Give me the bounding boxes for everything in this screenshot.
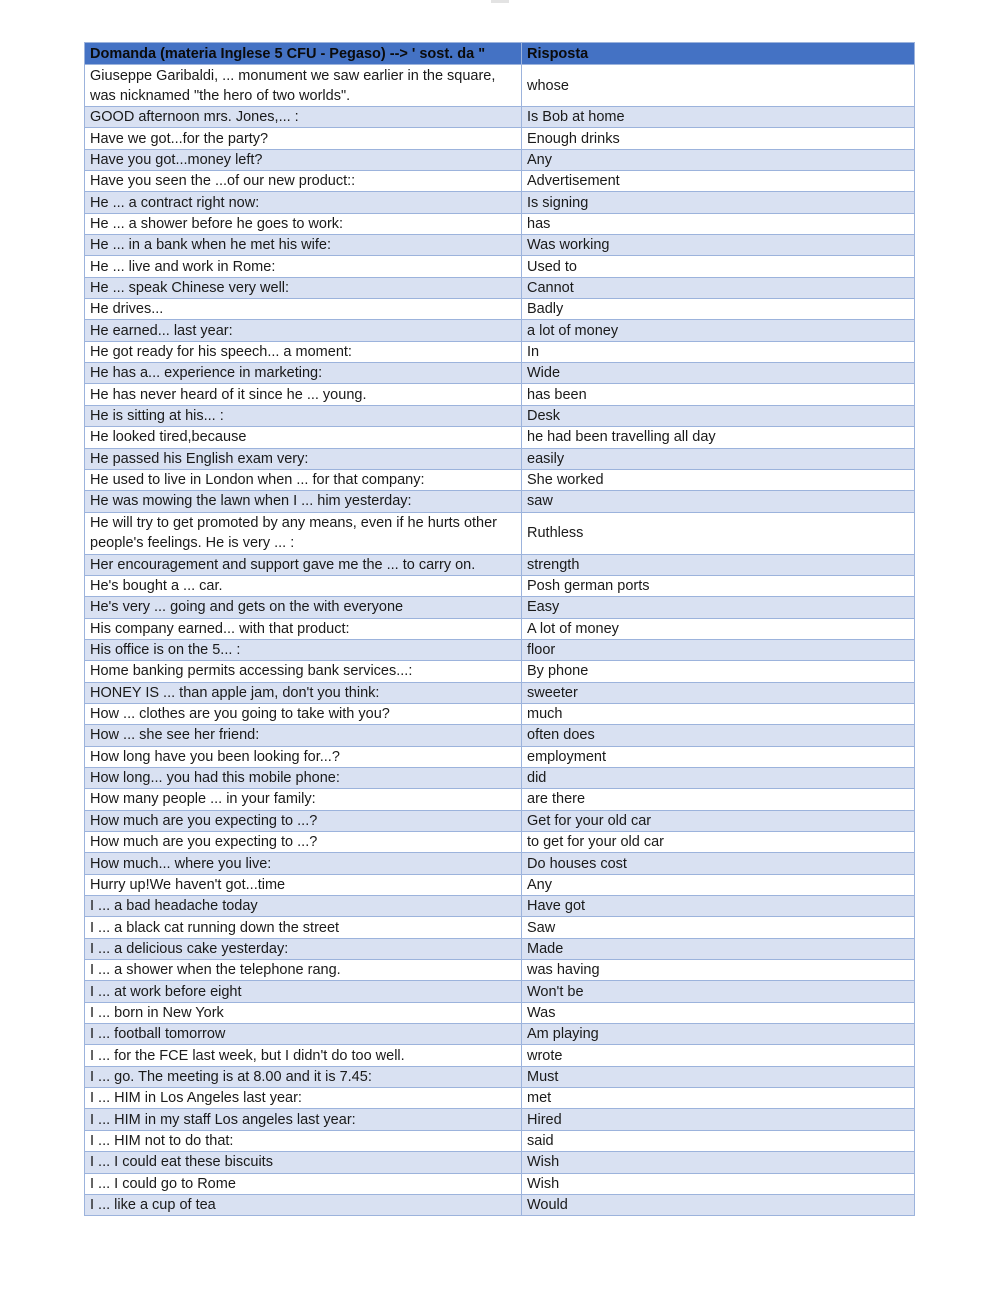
answer-cell: By phone <box>522 661 915 682</box>
question-cell: He looked tired,because <box>85 427 522 448</box>
table-row <box>85 405 915 426</box>
question-cell: Have you got...money left? <box>85 149 522 170</box>
table-row <box>85 277 915 298</box>
answer-cell: to get for your old car <box>522 832 915 853</box>
answer-cell: Must <box>522 1066 915 1087</box>
table-row <box>85 874 915 895</box>
answer-cell: Desk <box>522 405 915 426</box>
question-cell: I ... like a cup of tea <box>85 1194 522 1215</box>
table-row <box>85 384 915 405</box>
question-cell: How many people ... in your family: <box>85 789 522 810</box>
table-row <box>85 213 915 234</box>
table-row <box>85 917 915 938</box>
answer-cell: Am playing <box>522 1024 915 1045</box>
question-cell: I ... HIM not to do that: <box>85 1130 522 1151</box>
table-row <box>85 725 915 746</box>
answer-cell: Hired <box>522 1109 915 1130</box>
question-cell: He's bought a ... car. <box>85 575 522 596</box>
answer-cell: Saw <box>522 917 915 938</box>
table-row <box>85 192 915 213</box>
question-cell: I ... go. The meeting is at 8.00 and it is 7.45: <box>85 1066 522 1087</box>
answer-cell: Any <box>522 874 915 895</box>
table-row <box>85 1002 915 1023</box>
question-cell: Hurry up!We haven't got...time <box>85 874 522 895</box>
table-row <box>85 682 915 703</box>
table-row <box>85 853 915 874</box>
answer-cell: Wide <box>522 363 915 384</box>
table-row <box>85 1024 915 1045</box>
answer-cell: Badly <box>522 299 915 320</box>
answer-cell: strength <box>522 554 915 575</box>
table-row <box>85 448 915 469</box>
question-cell: He drives... <box>85 299 522 320</box>
table-row <box>85 1152 915 1173</box>
answer-cell: wrote <box>522 1045 915 1066</box>
header-row <box>85 43 915 65</box>
table-row <box>85 1194 915 1215</box>
answer-column-header: Risposta <box>522 43 915 65</box>
answer-cell: Won't be <box>522 981 915 1002</box>
answer-cell: Wish <box>522 1173 915 1194</box>
table-row <box>85 256 915 277</box>
question-cell: His office is on the 5... : <box>85 639 522 660</box>
question-cell: He's very ... going and gets on the with everyone <box>85 597 522 618</box>
answer-cell: much <box>522 703 915 724</box>
question-cell: Have you seen the ...of our new product:: <box>85 171 522 192</box>
table-row <box>85 575 915 596</box>
table-row <box>85 363 915 384</box>
table-row <box>85 65 915 107</box>
question-column-header: Domanda (materia Inglese 5 CFU - Pegaso) --> ' sost. da " <box>85 43 522 65</box>
table-row <box>85 767 915 788</box>
question-cell: He was mowing the lawn when I ... him yesterday: <box>85 491 522 512</box>
table-row <box>85 107 915 128</box>
answer-cell: Have got <box>522 896 915 917</box>
table-row <box>85 554 915 575</box>
answer-cell: has been <box>522 384 915 405</box>
question-cell: He earned... last year: <box>85 320 522 341</box>
table-row <box>85 128 915 149</box>
answer-cell: Was <box>522 1002 915 1023</box>
question-cell: Giuseppe Garibaldi, ... monument we saw earlier in the square, was nicknamed "the hero of two worlds". <box>85 65 522 107</box>
answer-cell: has <box>522 213 915 234</box>
table-row <box>85 1088 915 1109</box>
answer-cell: whose <box>522 65 915 107</box>
answer-cell: Any <box>522 149 915 170</box>
table-row <box>85 512 915 554</box>
answer-cell: often does <box>522 725 915 746</box>
question-cell: How long have you been looking for...? <box>85 746 522 767</box>
answer-cell: Do houses cost <box>522 853 915 874</box>
table-row <box>85 810 915 831</box>
qa-table <box>84 42 915 1216</box>
question-cell: He has never heard of it since he ... young. <box>85 384 522 405</box>
question-cell: He ... in a bank when he met his wife: <box>85 235 522 256</box>
table-row <box>85 1130 915 1151</box>
table-row <box>85 618 915 639</box>
table-row <box>85 832 915 853</box>
answer-cell: was having <box>522 960 915 981</box>
table-body <box>85 65 915 1216</box>
answer-cell: Is signing <box>522 192 915 213</box>
answer-cell: Would <box>522 1194 915 1215</box>
question-cell: He ... a shower before he goes to work: <box>85 213 522 234</box>
answer-cell: he had been travelling all day <box>522 427 915 448</box>
table-row <box>85 746 915 767</box>
answer-cell: In <box>522 341 915 362</box>
table-row <box>85 341 915 362</box>
answer-cell: Is Bob at home <box>522 107 915 128</box>
table-row <box>85 149 915 170</box>
question-cell: Home banking permits accessing bank services...: <box>85 661 522 682</box>
question-cell: How ... she see her friend: <box>85 725 522 746</box>
answer-cell: easily <box>522 448 915 469</box>
question-cell: I ... HIM in my staff Los angeles last year: <box>85 1109 522 1130</box>
table-row <box>85 171 915 192</box>
answer-cell: sweeter <box>522 682 915 703</box>
table-row <box>85 427 915 448</box>
question-cell: He is sitting at his... : <box>85 405 522 426</box>
answer-cell: said <box>522 1130 915 1151</box>
question-cell: How much... where you live: <box>85 853 522 874</box>
answer-cell: floor <box>522 639 915 660</box>
question-cell: I ... born in New York <box>85 1002 522 1023</box>
table-row <box>85 896 915 917</box>
question-cell: Have we got...for the party? <box>85 128 522 149</box>
answer-cell: Ruthless <box>522 512 915 554</box>
question-cell: He will try to get promoted by any means, even if he hurts other people's feelings. He is very ... : <box>85 512 522 554</box>
question-cell: HONEY IS ... than apple jam, don't you think: <box>85 682 522 703</box>
question-cell: GOOD afternoon mrs. Jones,... : <box>85 107 522 128</box>
question-cell: Her encouragement and support gave me the ... to carry on. <box>85 554 522 575</box>
question-cell: I ... a delicious cake yesterday: <box>85 938 522 959</box>
answer-cell: She worked <box>522 469 915 490</box>
question-cell: He has a... experience in marketing: <box>85 363 522 384</box>
answer-cell: A lot of money <box>522 618 915 639</box>
question-cell: I ... HIM in Los Angeles last year: <box>85 1088 522 1109</box>
answer-cell: Easy <box>522 597 915 618</box>
table-row <box>85 469 915 490</box>
question-cell: He ... speak Chinese very well: <box>85 277 522 298</box>
table-row <box>85 981 915 1002</box>
table-row <box>85 491 915 512</box>
question-cell: I ... a shower when the telephone rang. <box>85 960 522 981</box>
question-cell: I ... I could eat these biscuits <box>85 1152 522 1173</box>
table-row <box>85 789 915 810</box>
table-row <box>85 597 915 618</box>
question-cell: How much are you expecting to ...? <box>85 832 522 853</box>
page-header-mark <box>491 0 509 3</box>
answer-cell: Used to <box>522 256 915 277</box>
table-row <box>85 1109 915 1130</box>
question-cell: I ... I could go to Rome <box>85 1173 522 1194</box>
table-header <box>85 43 915 65</box>
table-row <box>85 960 915 981</box>
answer-cell: Made <box>522 938 915 959</box>
table-row <box>85 299 915 320</box>
table-row <box>85 703 915 724</box>
question-cell: He passed his English exam very: <box>85 448 522 469</box>
answer-cell: Cannot <box>522 277 915 298</box>
question-cell: How ... clothes are you going to take with you? <box>85 703 522 724</box>
answer-cell: a lot of money <box>522 320 915 341</box>
table-row <box>85 1066 915 1087</box>
table-row <box>85 639 915 660</box>
question-cell: He ... live and work in Rome: <box>85 256 522 277</box>
question-cell: His company earned... with that product: <box>85 618 522 639</box>
question-cell: He used to live in London when ... for that company: <box>85 469 522 490</box>
answer-cell: are there <box>522 789 915 810</box>
question-cell: I ... at work before eight <box>85 981 522 1002</box>
answer-cell: met <box>522 1088 915 1109</box>
table-row <box>85 320 915 341</box>
question-cell: He got ready for his speech... a moment: <box>85 341 522 362</box>
question-cell: He ... a contract right now: <box>85 192 522 213</box>
table-row <box>85 235 915 256</box>
table-row <box>85 661 915 682</box>
answer-cell: saw <box>522 491 915 512</box>
question-cell: I ... football tomorrow <box>85 1024 522 1045</box>
question-cell: How much are you expecting to ...? <box>85 810 522 831</box>
answer-cell: Advertisement <box>522 171 915 192</box>
table-row <box>85 938 915 959</box>
answer-cell: employment <box>522 746 915 767</box>
answer-cell: Enough drinks <box>522 128 915 149</box>
table-row <box>85 1173 915 1194</box>
question-cell: I ... a bad headache today <box>85 896 522 917</box>
answer-cell: did <box>522 767 915 788</box>
question-cell: I ... for the FCE last week, but I didn't do too well. <box>85 1045 522 1066</box>
question-cell: How long... you had this mobile phone: <box>85 767 522 788</box>
table-row <box>85 1045 915 1066</box>
answer-cell: Posh german ports <box>522 575 915 596</box>
answer-cell: Get for your old car <box>522 810 915 831</box>
answer-cell: Wish <box>522 1152 915 1173</box>
question-cell: I ... a black cat running down the street <box>85 917 522 938</box>
answer-cell: Was working <box>522 235 915 256</box>
